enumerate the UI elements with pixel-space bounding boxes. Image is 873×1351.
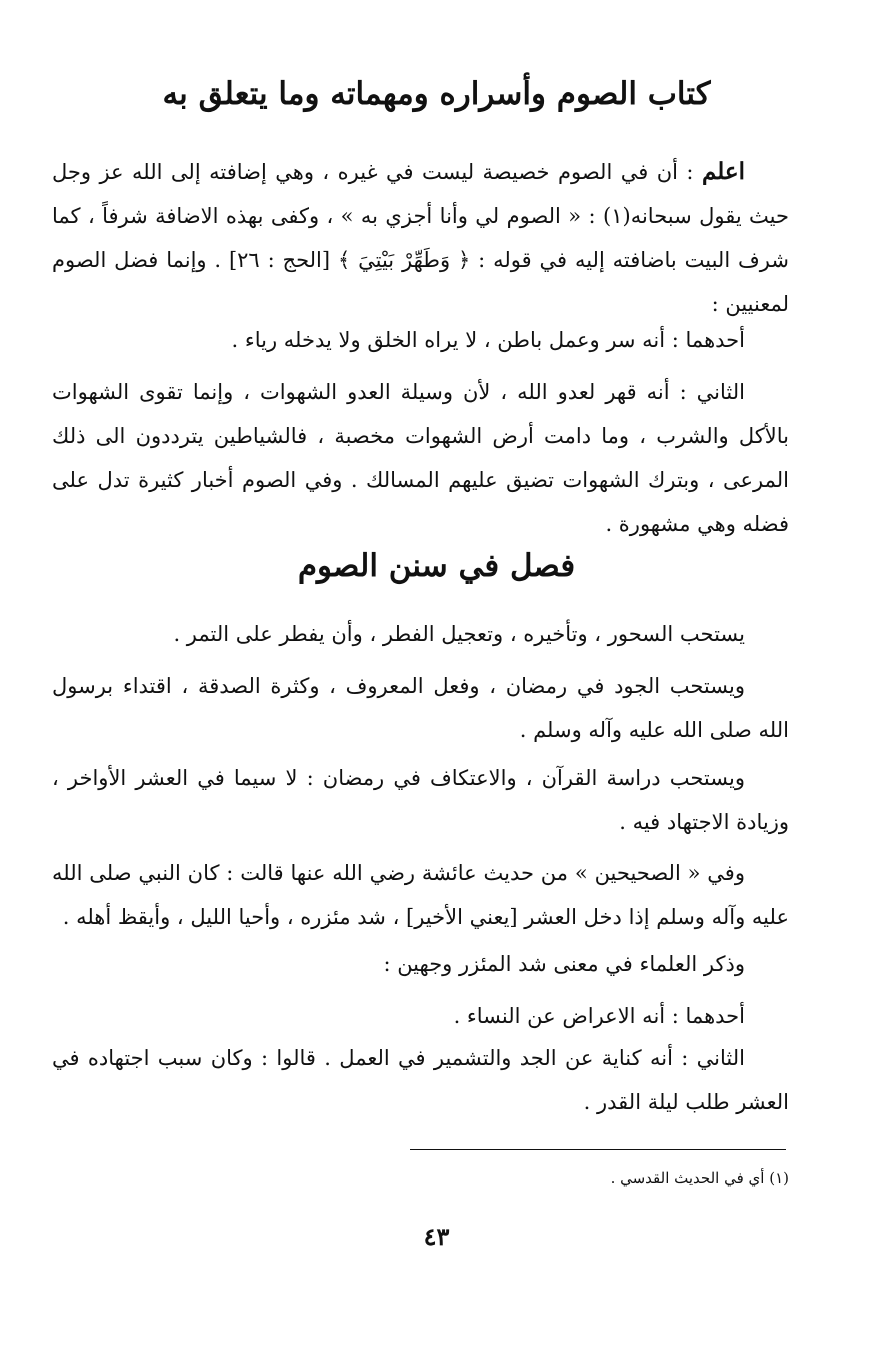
footnote: (١) أي في الحديث القدسي . bbox=[610, 1169, 789, 1187]
suhur-paragraph: يستحب السحور ، وتأخيره ، وتعجيل الفطر ، وأن يفطر على التمر . bbox=[173, 622, 745, 646]
view-two-paragraph: الثاني : أنه كناية عن الجد والتشمير في العمل . قالوا : وكان سبب اجتهاده في العشر طلب ليلة القدر . bbox=[52, 1046, 789, 1114]
scholars-paragraph: وذكر العلماء في معنى شد المئزر وجهين : bbox=[383, 952, 745, 976]
intro-paragraph bbox=[52, 150, 789, 326]
meaning-one-paragraph: أحدهما : أنه سر وعمل باطن ، لا يراه الخلق ولا يدخله رياء . bbox=[231, 328, 745, 352]
footnote-divider bbox=[410, 1149, 786, 1150]
hadith-paragraph: وفي « الصحيحين » من حديث عائشة رضي الله عنها قالت : كان النبي صلى الله عليه وآله وسلم إذا دخل العشر [يعني الأخير] ، شد مئزره ، وأحيا الليل ، وأيقظ أهله . bbox=[52, 861, 789, 929]
generosity-paragraph: ويستحب الجود في رمضان ، وفعل المعروف ، وكثرة الصدقة ، اقتداء برسول الله صلى الله عليه وآله وسلم . bbox=[52, 674, 789, 742]
chapter-title: كتاب الصوم وأسراره ومهماته وما يتعلق به bbox=[162, 76, 711, 112]
intro-text: : أن في الصوم خصيصة ليست في غيره ، وهي إضافته إلى الله عز وجل حيث يقول سبحانه(١) : « الصوم لي وأنا أجزي به » ، وكفى بهذه الاضافة شرفاً ، كما شرف البيت باضافته إليه في قوله : ﴿ وَطَهِّرْ بَيْتِيَ ﴾ [الحج : ٢٦] . وإنما فضل الصوم لمعنيين : bbox=[52, 160, 789, 316]
view-one-paragraph: أحدهما : أنه الاعراض عن النساء . bbox=[453, 1004, 745, 1028]
page-number: ٤٣ bbox=[423, 1222, 450, 1251]
quran-paragraph: ويستحب دراسة القرآن ، والاعتكاف في رمضان : لا سيما في العشر الأواخر ، وزيادة الاجتهاد فيه . bbox=[52, 766, 789, 834]
meaning-two-paragraph: الثاني : أنه قهر لعدو الله ، لأن وسيلة العدو الشهوات ، وإنما تقوى الشهوات بالأكل والشرب ، وما دامت أرض الشهوات مخصبة ، فالشياطين يترددون الى ذلك المرعى ، وبترك الشهوات تضيق عليهم المسالك . وفي الصوم أخبار كثيرة تدل على فضله وهي مشهورة . bbox=[52, 380, 789, 536]
section-title: فصل في سنن الصوم bbox=[297, 548, 576, 584]
intro-keyword: اعلم bbox=[701, 158, 745, 185]
